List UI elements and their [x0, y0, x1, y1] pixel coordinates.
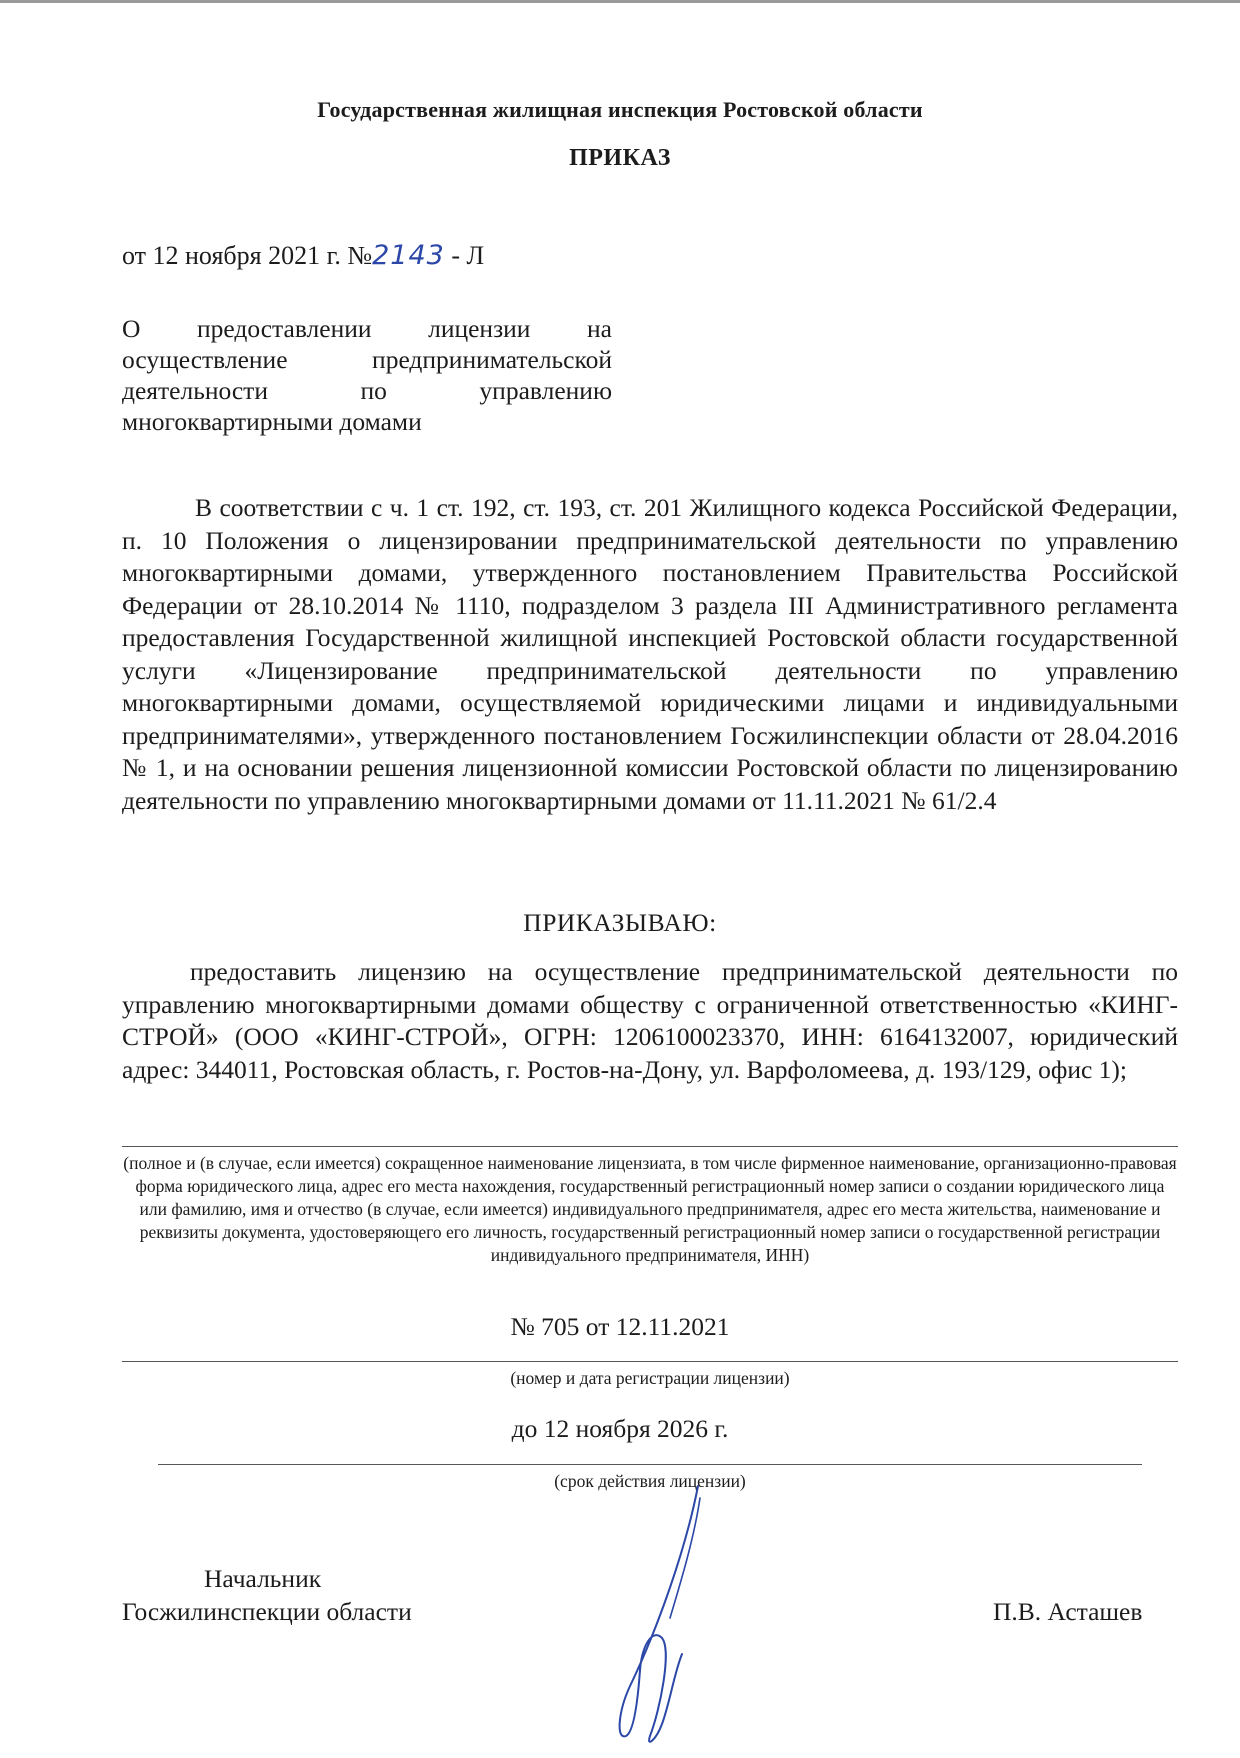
- order-word: ПРИКАЗЫВАЮ:: [523, 908, 717, 937]
- signatory-name: П.В. Асташев: [993, 1597, 1143, 1626]
- license-term-underline: [158, 1464, 1142, 1465]
- scan-top-edge: [0, 0, 1240, 3]
- organization-name: Государственная жилищная инспекция Ростовской области: [317, 97, 923, 122]
- order-subject: О предоставлении лицензии на осуществление предпринимательской деятельности по управлению многоквартирными домами: [122, 314, 612, 436]
- signatory-position-line2: Госжилинспекции области: [122, 1597, 412, 1626]
- order-dateline: [122, 240, 484, 271]
- license-term: до 12 ноября 2026 г.: [511, 1414, 729, 1443]
- legal-basis-paragraph: В соответствии с ч. 1 ст. 192, ст. 193, ст. 201 Жилищного кодекса Российской Федерации, п. 10 Положения о лицензировании предпринимательской деятельности по управлению многоквартирными домами, утвержденного постановлением Правительства Российской Федерации от 28.10.2014 № 1110, подразделом 3 раздела III Административного регламента предоставления Государственной жилищной инспекцией Ростовской области государственной услуги «Лицензирование предпринимательской деятельности по управлению многоквартирными домами, осуществляемой юридическими лицами и индивидуальными предпринимателями», утвержденного постановлением Госжилинспекции области от 28.04.2016 № 1, и на основании решения лицензионной комиссии Ростовской области по лицензированию деятельности по управлению многоквартирными домами от 11.11.2021 № 61/2.4: [122, 493, 1178, 815]
- order-number-suffix: - Л: [451, 241, 485, 270]
- license-number-underline: [122, 1361, 1178, 1362]
- handwritten-signature: [590, 1478, 790, 1758]
- signatory-position-line1: Начальник: [204, 1564, 322, 1593]
- license-number-note: (номер и дата регистрации лицензии): [510, 1368, 790, 1388]
- document-type: ПРИКАЗ: [569, 145, 671, 171]
- order-date: от 12 ноября 2021 г. №: [122, 241, 373, 270]
- licensee-underline: [122, 1146, 1178, 1147]
- decision-paragraph: предоставить лицензию на осуществление предпринимательской деятельности по управлению многоквартирными домами обществу с ограниченной ответственностью «КИНГ-СТРОЙ» (ООО «КИНГ-СТРОЙ», ОГРН: 1206100023370, ИНН: 6164132007, юридический адрес: 344011, Ростовская область, г. Ростов-на-Дону, ул. Варфоломеева, д. 193/129, офис 1);: [122, 957, 1178, 1084]
- license-number: № 705 от 12.11.2021: [510, 1312, 730, 1341]
- license-term-note: (срок действия лицензии): [554, 1471, 746, 1491]
- licensee-note: (полное и (в случае, если имеется) сокращенное наименование лицензиата, в том числе фирменное наименование, организационно-правовая форма юридического лица, адрес его места нахождения, государственный регистрационный номер записи о создании юридического лица или фамилию, имя и отчество (в случае, если имеется) индивидуального предпринимателя, адрес его места жительства, наименование и реквизиты документа, удостоверяющего его личность, государственный регистрационный номер записи о государственной регистрации индивидуального предпринимателя, ИНН): [123, 1153, 1177, 1265]
- handwritten-order-number: 2143: [372, 240, 445, 271]
